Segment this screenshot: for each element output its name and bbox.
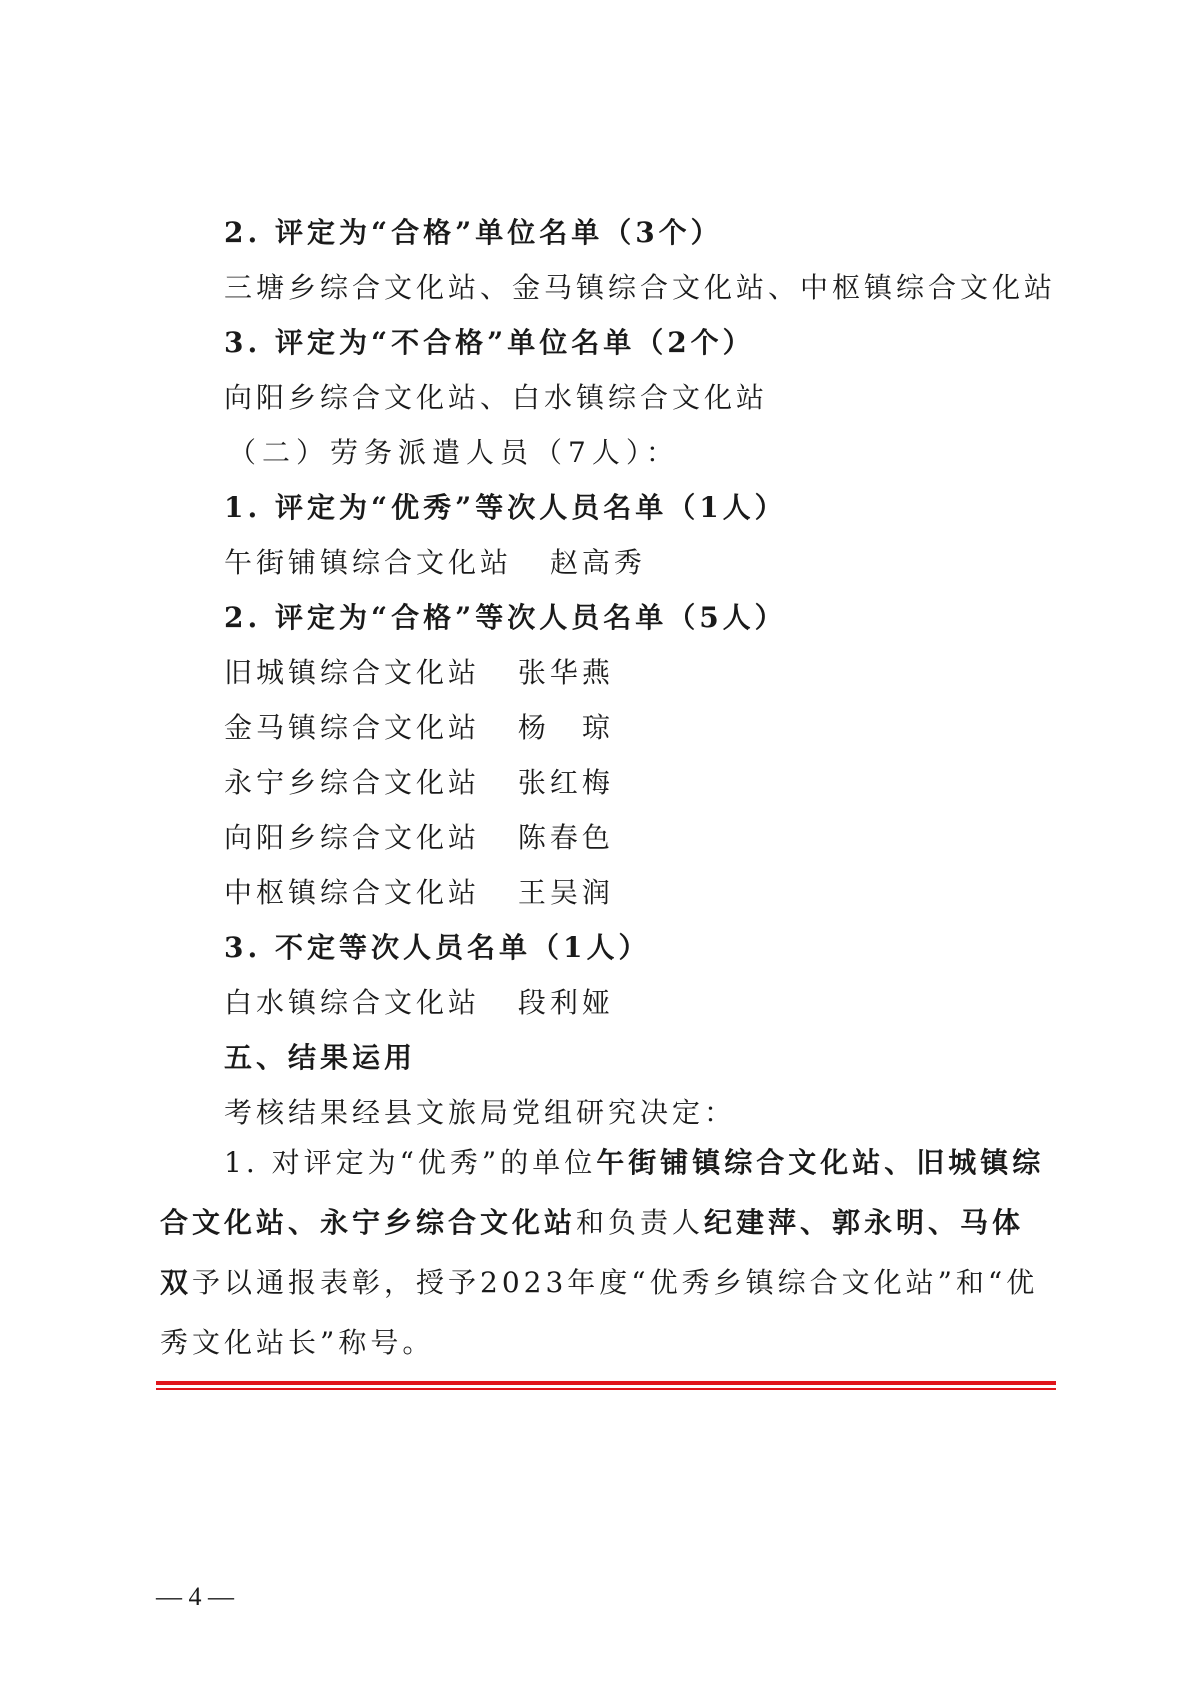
staff-row <box>224 873 614 913</box>
staff-name: 陈春色 <box>517 821 614 854</box>
staff-row <box>224 543 646 583</box>
unqualified-units-heading: 3. 评定为“不合格”单位名单（2个） <box>224 326 755 359</box>
page-number: — 4 — <box>156 1582 234 1611</box>
staff-section-title: （二）劳务派遣人员（7人）： <box>228 436 680 469</box>
results-para1-part3: 予以通报表彰，授予2023年度“优秀乡镇综合文化站”和“优秀文化站长”称号。 <box>160 1266 1039 1359</box>
results-para1-units: 午街铺镇综合文化站、旧城镇综合文化站、永宁乡综合文化站 <box>160 1146 1045 1239</box>
unqualified-units-list: 向阳乡综合文化站、白水镇综合文化站 <box>224 381 769 414</box>
qualified-units-heading: 2. 评定为“合格”单位名单（3个） <box>224 216 723 249</box>
red-rule-top <box>156 1381 1056 1385</box>
results-para1-people: 纪建萍、郭永明、马体双 <box>160 1206 1025 1299</box>
staff-station: 永宁乡综合文化站 <box>224 766 481 799</box>
staff-name: 王吴润 <box>517 876 614 909</box>
qualified-staff-heading: 2. 评定为“合格”等次人员名单（5人） <box>224 601 787 634</box>
staff-name: 张华燕 <box>517 656 614 689</box>
staff-station: 白水镇综合文化站 <box>224 986 481 1019</box>
staff-name: 杨 琼 <box>517 711 614 744</box>
staff-name: 张红梅 <box>517 766 614 799</box>
staff-station: 旧城镇综合文化站 <box>224 656 481 689</box>
unrated-staff-heading: 3. 不定等次人员名单（1人） <box>224 931 651 964</box>
excellent-staff-heading: 1. 评定为“优秀”等次人员名单（1人） <box>224 491 787 524</box>
staff-row <box>224 818 614 858</box>
staff-name: 赵高秀 <box>549 546 646 579</box>
results-intro: 考核结果经县文旅局党组研究决定： <box>224 1096 737 1129</box>
qualified-units-list: 三塘乡综合文化站、金马镇综合文化站、中枢镇综合文化站 <box>224 271 1057 304</box>
staff-station: 午街铺镇综合文化站 <box>224 546 513 579</box>
staff-row <box>224 653 614 693</box>
staff-name: 段利娅 <box>517 986 614 1019</box>
staff-station: 中枢镇综合文化站 <box>224 876 481 909</box>
results-para1-part1: 1. 对评定为“优秀”的单位 <box>224 1146 597 1179</box>
results-section-title: 五、结果运用 <box>224 1041 417 1074</box>
results-para1-part2: 和负责人 <box>576 1206 705 1239</box>
red-rule-bottom <box>156 1388 1056 1390</box>
staff-row <box>224 763 614 803</box>
staff-station: 向阳乡综合文化站 <box>224 821 481 854</box>
staff-row <box>224 983 614 1023</box>
staff-row <box>224 708 614 748</box>
staff-station: 金马镇综合文化站 <box>224 711 481 744</box>
results-paragraph-1 <box>160 1133 1050 1373</box>
